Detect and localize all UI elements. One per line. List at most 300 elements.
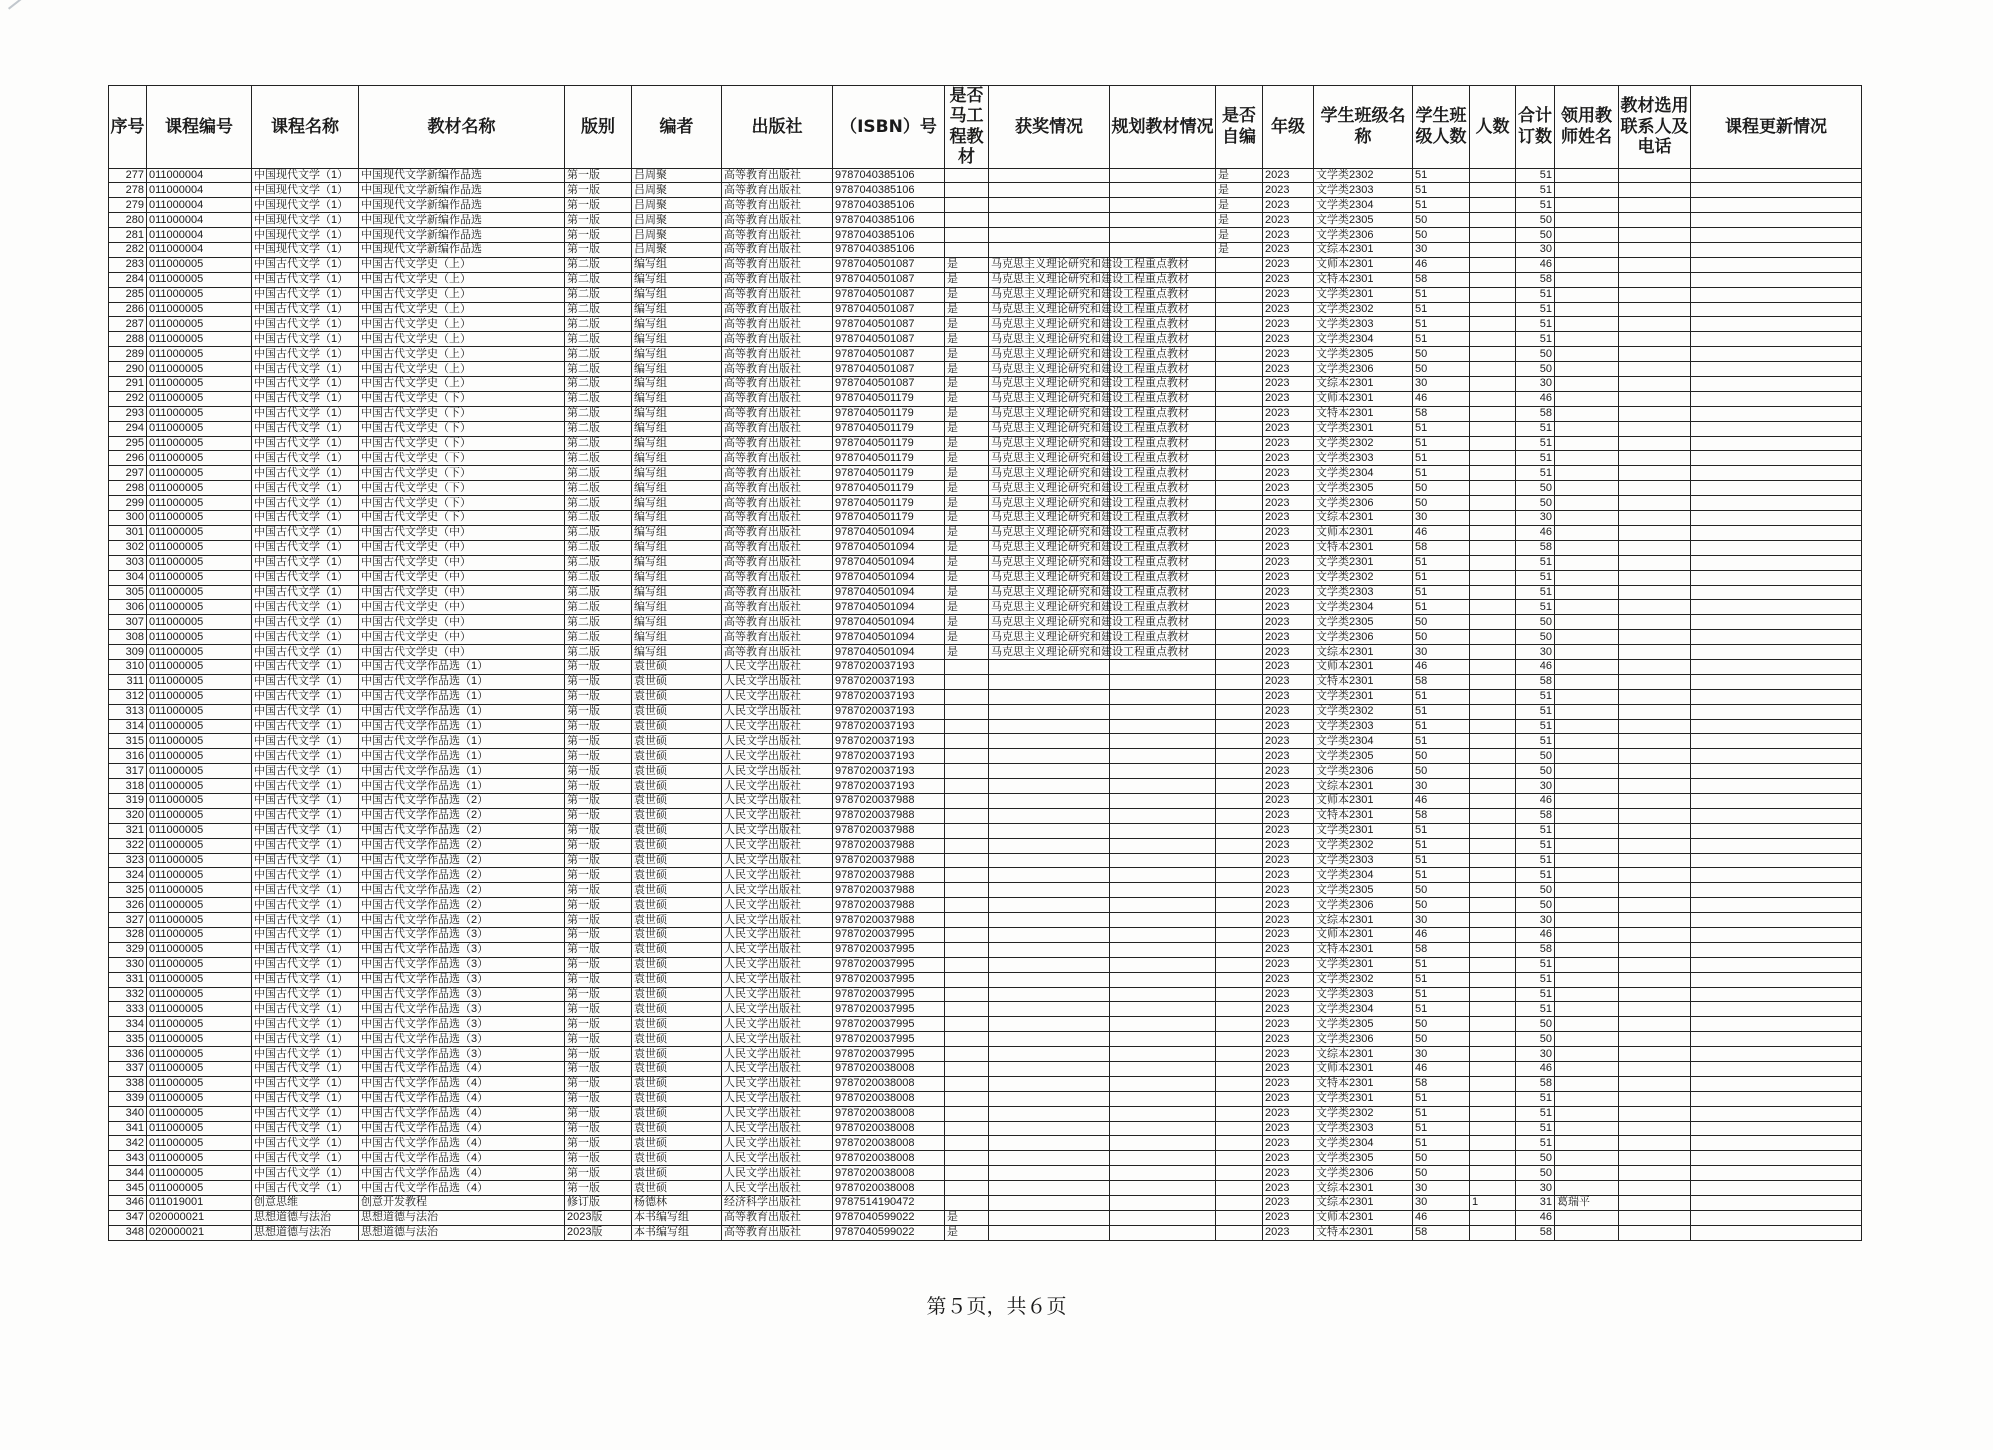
table-cell: 是 [945,570,989,585]
table-row [109,555,1862,570]
table-cell [1110,793,1216,808]
table-cell: 文学类2305 [1314,481,1413,496]
table-cell [1619,168,1691,183]
table-cell [1619,213,1691,228]
table-cell: 马克思主义理论研究和建设工程重点教材 [989,332,1110,347]
table-cell: 30 [1413,1181,1470,1196]
table-cell [1110,838,1216,853]
table-cell: 9787040501094 [833,570,945,585]
table-cell [989,1225,1110,1240]
order-sheet [108,85,1861,1241]
table-row [109,615,1862,630]
table-cell [1691,1166,1862,1181]
table-cell: 51 [1516,466,1555,481]
table-cell: 袁世硕 [632,1166,722,1181]
table-cell [1555,511,1619,526]
table-cell: 2023 [1263,764,1314,779]
table-cell [1470,302,1516,317]
table-cell [989,1091,1110,1106]
table-cell: 高等教育出版社 [722,332,833,347]
table-cell: 是 [1216,228,1263,243]
table-cell: 马克思主义理论研究和建设工程重点教材 [989,391,1110,406]
table-cell [1110,957,1216,972]
table-cell [1470,1181,1516,1196]
table-cell: 高等教育出版社 [722,496,833,511]
table-cell: 306 [109,600,147,615]
table-row [109,749,1862,764]
table-cell: 011000005 [147,957,252,972]
table-cell: 2023 [1263,481,1314,496]
table-cell: 高等教育出版社 [722,362,833,377]
table-cell: 马克思主义理论研究和建设工程重点教材 [989,481,1110,496]
table-cell: 第二版 [565,391,632,406]
table-cell: 高等教育出版社 [722,645,833,660]
table-cell [1555,347,1619,362]
table-cell: 本书编写组 [632,1225,722,1240]
table-cell [1470,1225,1516,1240]
table-cell: 51 [1516,168,1555,183]
table-cell [1619,436,1691,451]
table-row [109,1196,1862,1211]
table-cell: 30 [1516,1181,1555,1196]
table-cell: 308 [109,630,147,645]
table-cell: 011000005 [147,749,252,764]
table-cell: 011000005 [147,659,252,674]
table-cell [989,987,1110,1002]
table-cell [1691,659,1862,674]
table-cell: 文学类2304 [1314,1002,1413,1017]
table-cell: 中国古代文学（1） [252,1002,359,1017]
table-cell: 30 [1413,511,1470,526]
table-cell [1691,913,1862,928]
table-cell [1216,674,1263,689]
table-cell: 编写组 [632,615,722,630]
table-cell: 46 [1413,793,1470,808]
table-cell: 人民文学出版社 [722,1136,833,1151]
table-cell [1470,391,1516,406]
table-cell: 文师本2301 [1314,257,1413,272]
table-row [109,511,1862,526]
table-cell [989,228,1110,243]
table-cell: 中国古代文学（1） [252,689,359,704]
table-cell: 9787040501179 [833,391,945,406]
table-cell: 51 [1516,868,1555,883]
table-cell: 文学类2302 [1314,704,1413,719]
table-cell [1691,689,1862,704]
page-number: 第５页，共６页 [926,1294,1067,1318]
table-cell: 301 [109,525,147,540]
table-cell: 袁世硕 [632,1136,722,1151]
table-cell [1110,927,1216,942]
table-cell: 2023 [1263,838,1314,853]
table-cell [1691,808,1862,823]
table-cell: 文学类2305 [1314,749,1413,764]
table-cell [1216,1151,1263,1166]
table-cell [1470,600,1516,615]
table-cell [1110,1151,1216,1166]
table-cell [1555,1032,1619,1047]
table-cell: 9787040599022 [833,1210,945,1225]
table-cell: 是 [945,630,989,645]
table-cell: 011000005 [147,421,252,436]
table-cell: 中国古代文学（1） [252,913,359,928]
table-cell: 第一版 [565,1136,632,1151]
table-cell: 2023 [1263,570,1314,585]
table-cell: 46 [1516,659,1555,674]
table-cell [1691,511,1862,526]
table-row [109,362,1862,377]
table-cell: 9787020037988 [833,853,945,868]
table-cell [1470,1151,1516,1166]
table-cell [989,779,1110,794]
table-cell [1619,272,1691,287]
table-cell [1555,257,1619,272]
table-cell [1110,243,1216,258]
table-cell [945,198,989,213]
table-cell: 文特本2301 [1314,1076,1413,1091]
table-cell: 50 [1413,883,1470,898]
table-cell: 51 [1413,1091,1470,1106]
table-cell: 第二版 [565,421,632,436]
table-cell: 高等教育出版社 [722,347,833,362]
table-cell [1216,1136,1263,1151]
table-cell: 是 [1216,168,1263,183]
table-cell: 323 [109,853,147,868]
table-cell: 2023 [1263,868,1314,883]
table-cell: 马克思主义理论研究和建设工程重点教材 [989,630,1110,645]
table-cell: 011000005 [147,764,252,779]
table-cell [1470,332,1516,347]
table-cell: 文学类2302 [1314,972,1413,987]
table-cell [1216,645,1263,660]
table-cell: 51 [1516,823,1555,838]
table-cell [1216,391,1263,406]
table-cell: 51 [1413,689,1470,704]
table-row [109,317,1862,332]
table-cell: 文学类2302 [1314,436,1413,451]
table-cell: 9787020037193 [833,779,945,794]
table-cell: 高等教育出版社 [722,570,833,585]
table-cell: 011000005 [147,481,252,496]
table-cell: 46 [1516,391,1555,406]
table-cell: 中国古代文学（1） [252,734,359,749]
table-cell [1691,481,1862,496]
table-cell: 9787020037988 [833,838,945,853]
table-cell [1691,600,1862,615]
table-cell: 文学类2306 [1314,1032,1413,1047]
table-cell [1619,347,1691,362]
table-cell: 文综本2301 [1314,1047,1413,1062]
table-cell: 51 [1413,957,1470,972]
table-cell: 中国古代文学（1） [252,823,359,838]
table-cell [1470,377,1516,392]
table-cell: 编写组 [632,466,722,481]
table-cell: 2023 [1263,585,1314,600]
table-cell: 46 [1413,525,1470,540]
table-cell [1619,645,1691,660]
table-cell [1110,704,1216,719]
table-cell: 是 [945,347,989,362]
table-cell: 第一版 [565,1151,632,1166]
column-header: 教材名称 [359,86,565,169]
table-cell [989,213,1110,228]
table-cell [1110,1017,1216,1032]
table-cell: 318 [109,779,147,794]
table-cell [1691,1181,1862,1196]
table-cell [1691,466,1862,481]
table-cell [1691,272,1862,287]
table-cell: 011000005 [147,540,252,555]
table-cell: 马克思主义理论研究和建设工程重点教材 [989,421,1110,436]
table-cell [989,927,1110,942]
table-cell: 马克思主义理论研究和建设工程重点教材 [989,525,1110,540]
table-cell [1691,749,1862,764]
table-cell: 袁世硕 [632,1121,722,1136]
table-cell: 2023 [1263,525,1314,540]
table-cell: 中国古代文学作品选（3） [359,1017,565,1032]
table-cell: 文学类2301 [1314,421,1413,436]
table-cell: 中国古代文学作品选（3） [359,972,565,987]
table-cell [1555,1062,1619,1077]
table-cell: 高等教育出版社 [722,615,833,630]
table-cell: 2023 [1263,898,1314,913]
table-cell [1216,1032,1263,1047]
table-cell: 299 [109,496,147,511]
table-cell: 袁世硕 [632,972,722,987]
table-cell: 9787040501094 [833,525,945,540]
table-cell: 011000005 [147,347,252,362]
table-cell: 人民文学出版社 [722,1017,833,1032]
column-header: 人数 [1470,86,1516,169]
table-cell: 011000005 [147,585,252,600]
table-cell: 文学类2306 [1314,898,1413,913]
table-cell [1619,1225,1691,1240]
table-cell: 9787040501087 [833,347,945,362]
table-cell [989,1136,1110,1151]
table-cell [945,1166,989,1181]
table-cell: 是 [945,555,989,570]
table-cell: 杨德林 [632,1196,722,1211]
table-cell: 是 [945,645,989,660]
table-cell: 中国古代文学作品选（4） [359,1091,565,1106]
table-cell: 文综本2301 [1314,1196,1413,1211]
table-cell [1470,421,1516,436]
table-cell: 高等教育出版社 [722,317,833,332]
table-cell: 人民文学出版社 [722,1106,833,1121]
table-cell: 中国古代文学作品选（3） [359,942,565,957]
table-cell: 文特本2301 [1314,808,1413,823]
table-cell: 30 [1413,779,1470,794]
table-cell: 马克思主义理论研究和建设工程重点教材 [989,511,1110,526]
table-cell: 011000005 [147,734,252,749]
table-cell: 011000005 [147,362,252,377]
table-cell: 是 [945,391,989,406]
table-cell [989,898,1110,913]
table-cell: 中国古代文学（1） [252,585,359,600]
table-cell: 人民文学出版社 [722,883,833,898]
table-cell [1216,734,1263,749]
table-cell [1555,436,1619,451]
table-row [109,391,1862,406]
table-cell: 第二版 [565,645,632,660]
table-cell [1619,659,1691,674]
table-cell: 中国古代文学史（中） [359,630,565,645]
table-cell: 袁世硕 [632,734,722,749]
table-cell: 51 [1413,987,1470,1002]
table-row [109,987,1862,1002]
table-cell: 编写组 [632,555,722,570]
table-cell: 中国现代文学新编作品选 [359,168,565,183]
table-cell [1691,570,1862,585]
table-cell: 50 [1413,615,1470,630]
table-cell [1470,957,1516,972]
table-cell: 46 [1413,1062,1470,1077]
table-cell [1470,1062,1516,1077]
table-cell: 第一版 [565,779,632,794]
table-cell: 文特本2301 [1314,674,1413,689]
table-cell: 51 [1413,168,1470,183]
table-cell: 第二版 [565,257,632,272]
table-cell: 50 [1516,1017,1555,1032]
table-cell [1470,466,1516,481]
table-cell [1216,883,1263,898]
table-cell [1555,987,1619,1002]
table-cell [945,972,989,987]
table-cell [1619,511,1691,526]
table-cell [1216,1017,1263,1032]
table-cell: 46 [1516,927,1555,942]
table-cell: 中国古代文学作品选（3） [359,1002,565,1017]
table-cell: 文学类2302 [1314,1106,1413,1121]
table-cell [1470,540,1516,555]
table-cell: 011000005 [147,1076,252,1091]
table-cell: 人民文学出版社 [722,838,833,853]
table-cell: 2023 [1263,913,1314,928]
table-cell: 326 [109,898,147,913]
table-cell: 中国现代文学新编作品选 [359,243,565,258]
table-cell: 011000005 [147,555,252,570]
table-cell: 58 [1516,808,1555,823]
table-cell [1216,1091,1263,1106]
table-cell: 51 [1413,972,1470,987]
table-cell [1619,481,1691,496]
table-cell: 中国古代文学史（下） [359,421,565,436]
table-cell [1110,972,1216,987]
table-cell: 文学类2306 [1314,764,1413,779]
table-cell: 51 [1516,838,1555,853]
table-cell [945,1196,989,1211]
table-cell: 309 [109,645,147,660]
table-cell: 50 [1413,347,1470,362]
table-cell: 高等教育出版社 [722,555,833,570]
table-cell [1110,808,1216,823]
table-cell [1555,168,1619,183]
table-cell: 中国古代文学史（上） [359,377,565,392]
table-cell: 011000005 [147,987,252,1002]
table-cell: 30 [1413,243,1470,258]
table-cell: 2023 [1263,645,1314,660]
column-header: 规划教材情况 [1110,86,1216,169]
table-row [109,481,1862,496]
table-cell: 9787040385106 [833,198,945,213]
table-cell: 2023 [1263,540,1314,555]
table-cell: 46 [1413,659,1470,674]
table-cell: 人民文学出版社 [722,823,833,838]
table-cell: 文学类2306 [1314,1166,1413,1181]
table-cell: 高等教育出版社 [722,302,833,317]
table-cell: 011000005 [147,1106,252,1121]
table-cell: 50 [1413,481,1470,496]
table-cell: 340 [109,1106,147,1121]
table-cell: 303 [109,555,147,570]
table-cell: 中国现代文学（1） [252,168,359,183]
table-cell: 中国古代文学（1） [252,704,359,719]
table-cell: 2023 [1263,972,1314,987]
table-cell: 2023 [1263,689,1314,704]
table-cell: 第二版 [565,540,632,555]
table-cell: 袁世硕 [632,1076,722,1091]
table-cell [1555,1121,1619,1136]
table-cell [1691,1151,1862,1166]
table-cell: 第二版 [565,600,632,615]
table-cell: 是 [945,481,989,496]
table-cell: 51 [1413,719,1470,734]
table-cell [1470,838,1516,853]
table-cell: 343 [109,1151,147,1166]
table-cell [1216,481,1263,496]
table-cell: 第一版 [565,1017,632,1032]
table-cell [1619,1047,1691,1062]
table-cell: 中国古代文学史（中） [359,600,565,615]
table-cell: 30 [1413,645,1470,660]
table-cell: 30 [1516,511,1555,526]
table-cell: 人民文学出版社 [722,779,833,794]
table-cell: 011000005 [147,719,252,734]
table-cell: 011000004 [147,198,252,213]
table-cell [1470,1032,1516,1047]
table-cell [1216,942,1263,957]
table-cell [1555,481,1619,496]
table-cell: 011000005 [147,823,252,838]
table-cell [1470,764,1516,779]
table-cell: 高等教育出版社 [722,198,833,213]
table-cell: 中国古代文学作品选（4） [359,1166,565,1181]
table-cell: 9787040501179 [833,436,945,451]
table-cell [945,957,989,972]
table-cell: 袁世硕 [632,1181,722,1196]
table-row [109,1225,1862,1240]
table-cell [1619,957,1691,972]
table-cell [1470,749,1516,764]
table-cell: 011000005 [147,600,252,615]
table-cell: 020000021 [147,1225,252,1240]
table-cell: 51 [1413,1002,1470,1017]
table-cell: 文师本2301 [1314,793,1413,808]
table-cell: 高等教育出版社 [722,257,833,272]
table-cell [989,1047,1110,1062]
table-cell: 文学类2305 [1314,1151,1413,1166]
table-cell: 是 [945,466,989,481]
table-cell [1216,585,1263,600]
table-cell [1470,1136,1516,1151]
table-row [109,436,1862,451]
table-cell: 文学类2302 [1314,570,1413,585]
table-cell: 51 [1413,421,1470,436]
table-cell: 第二版 [565,436,632,451]
table-cell: 中国古代文学（1） [252,659,359,674]
table-cell [1216,749,1263,764]
table-cell: 9787020038008 [833,1106,945,1121]
